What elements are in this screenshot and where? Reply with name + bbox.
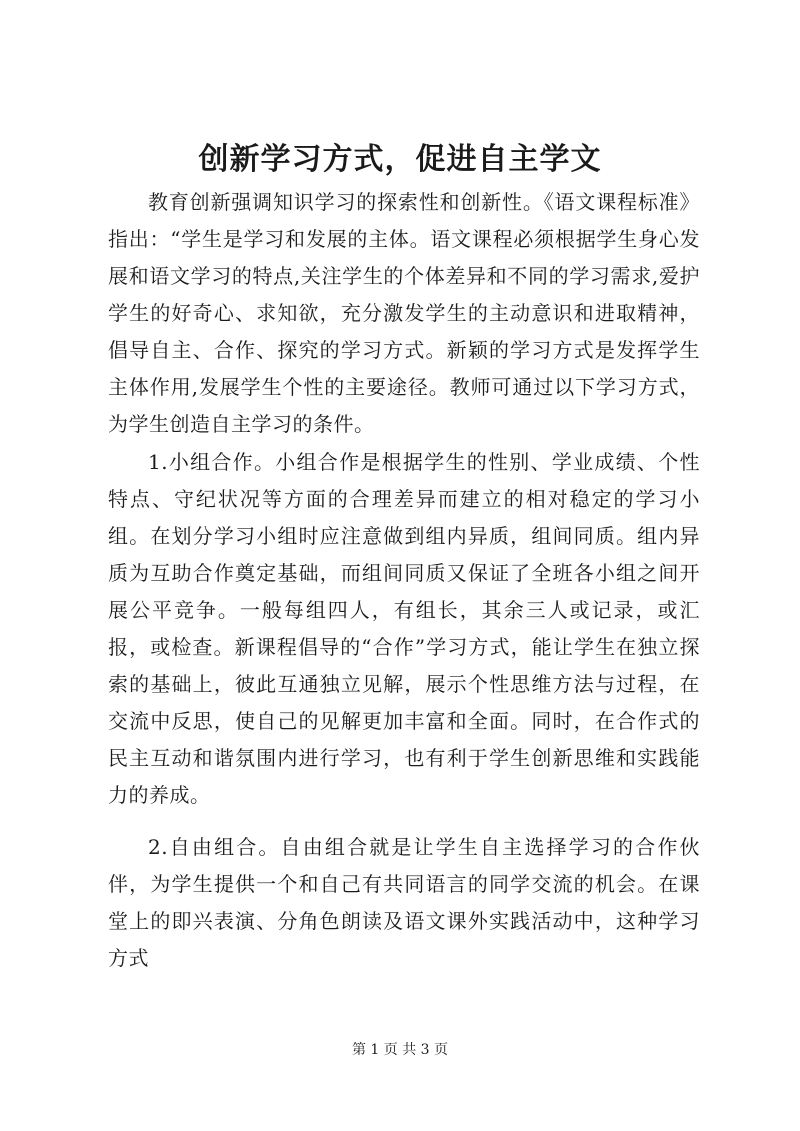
paragraph-group-cooperation: 1.小组合作。小组合作是根据学生的性别、学业成绩、个性特点、守纪状况等方面的合理差异而建立的相对稳定的学习小组。在划分学习小组时应注意做到组内异质，组间同质。组内异质为互助合作奠定基础，而组间同质又保证了全班各小组之间开展公平竞争。一般每组四人，有组长，其余三人或记录，或汇报，或检查。新课程倡导的“合作”学习方式，能让学生在独立探索的基础上，彼此互通独立见解，展示个性思维方法与过程，在交流中反思，使自己的见解更加丰富和全面。同时，在合作式的民主互动和谐氛围内进行学习，也有利于学生创新思维和实践能力的养成。 [108,450,700,807]
paragraph-intro: 教育创新强调知识学习的探索性和创新性。《语文课程标准》指出：“学生是学习和发展的主体。语文课程必须根据学生身心发展和语文学习的特点,关注学生的个体差异和不同的学习需求,爱护学生的好奇心、求知欲，充分激发学生的主动意识和进取精神，倡导自主、合作、探究的学习方式。新颖的学习方式是发挥学生主体作用,发展学生个性的主要途径。教师可通过以下学习方式，为学生创造自主学习的条件。 [108,190,700,436]
page-footer: 第 1 页 共 3 页 [351,1042,449,1058]
document-body [108,184,700,977]
paragraph-free-combination: 2.自由组合。自由组合就是让学生自主选择学习的合作伙伴，为学生提供一个和自己有共同语言的同学交流的机会。在课堂上的即兴表演、分角色朗读及语文课外实践活动中，这种学习方式 [108,835,700,970]
document-title: 创新学习方式，促进自主学文 [198,142,602,177]
